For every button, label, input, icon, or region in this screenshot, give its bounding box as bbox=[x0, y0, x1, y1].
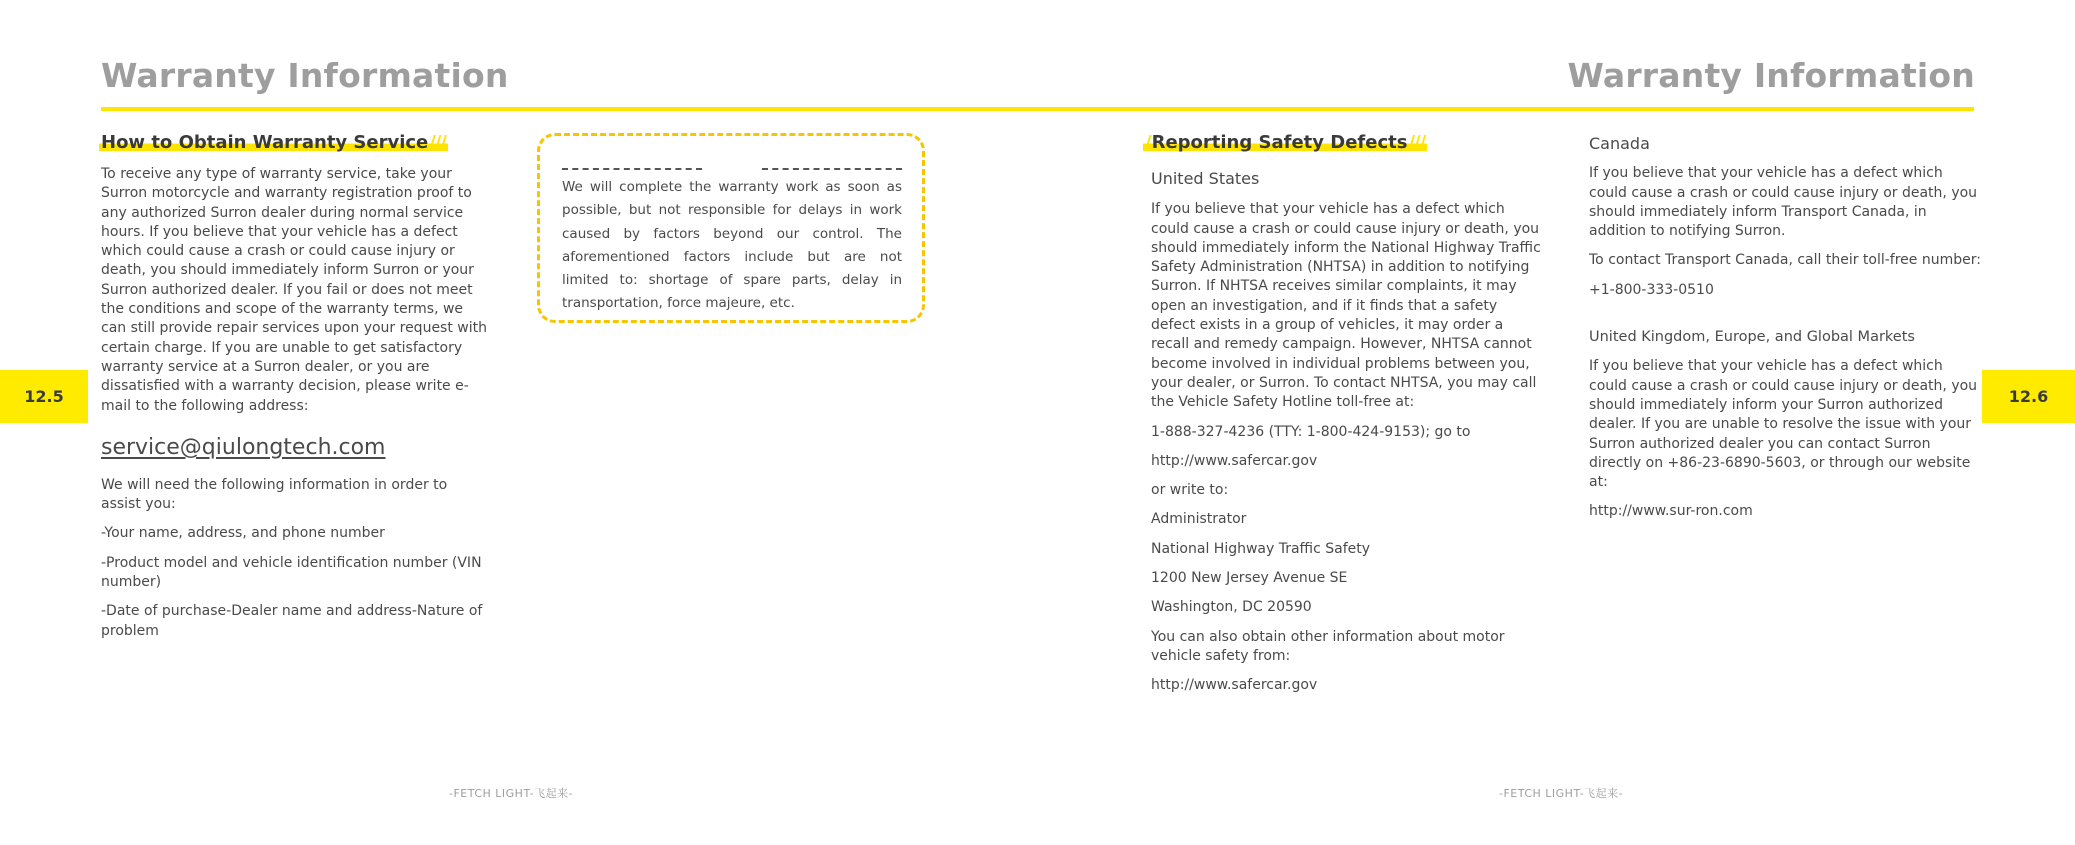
address-line: National Highway Traffic Safety bbox=[1151, 540, 1371, 557]
footer-left: -FETCH LIGHT-飞起来- bbox=[449, 787, 574, 800]
info-item-purchase: -Date of purchase-Dealer name and address-Nature of problem bbox=[101, 603, 483, 639]
global-heading: United Kingdom, Europe, and Global Markets bbox=[1589, 329, 1915, 346]
section-heading-label: How to Obtain Warranty Service bbox=[101, 132, 429, 153]
canada-phone: +1-800-333-0510 bbox=[1589, 281, 1714, 298]
section-heading-warranty-service bbox=[99, 132, 448, 153]
or-write-label: or write to: bbox=[1151, 482, 1229, 499]
nhtsa-phone: 1-888-327-4236 (TTY: 1-800-424-9153); go to bbox=[1151, 423, 1471, 440]
address-line: Administrator bbox=[1151, 511, 1247, 528]
title-divider bbox=[101, 107, 1974, 111]
safercar-link-2[interactable]: http://www.safercar.gov bbox=[1151, 677, 1318, 694]
dashed-rule-right bbox=[762, 168, 902, 170]
us-body: If you believe that your vehicle has a defect which could cause a crash or could cause injury or death, you should immediately inform the National Highway Traffic Safety Administration (NHTSA) in addition to notifying Surron. If NHTSA receives similar complaints, it may open an investigation, and if it finds that a safety defect exists in a group of vehicles, it may order a recall and remedy campaign. However, NHTSA cannot become involved in individual problems between you, your dealer, or Surron. To contact NHTSA, you may call the Vehicle Safety Hotline toll-free at: bbox=[1151, 201, 1541, 411]
global-body: If you believe that your vehicle has a defect which could cause a crash or could cause injury or death, you should immediately inform your Surron authorized dealer. If you are unable to resolve the issue with your Surron authorized dealer you can contact Surron directly on +86-23-6890-5603, or through our website at: bbox=[1589, 358, 1978, 491]
notice-box bbox=[537, 133, 925, 323]
surron-website-link[interactable]: http://www.sur-ron.com bbox=[1589, 503, 1753, 520]
page-number-left: 12.5 bbox=[24, 387, 64, 406]
footer-right: -FETCH LIGHT-飞起来- bbox=[1499, 787, 1624, 800]
page-number-tab-right bbox=[1982, 370, 2075, 423]
notice-text: We will complete the warranty work as soon as possible, but not responsible for delays in work caused by factors beyond our control. The aforementioned factors include but are not limited to: shortage of spare parts, delay in transportation, force majeure, etc. bbox=[562, 179, 902, 312]
slash-decoration: /// bbox=[1408, 132, 1426, 153]
page-title-right: Warranty Information bbox=[1567, 56, 1975, 95]
service-email-link[interactable]: service@qiulongtech.com bbox=[101, 434, 386, 460]
address-line: 1200 New Jersey Avenue SE bbox=[1151, 570, 1348, 587]
dashed-rule-left bbox=[562, 168, 702, 170]
slash-decoration-lead: / bbox=[1145, 132, 1152, 153]
canada-heading: Canada bbox=[1589, 134, 1650, 153]
warranty-intro: To receive any type of warranty service, take your Surron motorcycle and warranty registration proof to any authorized Surron dealer during normal service hours. If you believe that your vehicle has a defect which could cause a crash or could cause injury or death, you should immediately inform Surron or your Surron authorized dealer. If you fail or does not meet the conditions and scope of the warranty terms, we can still provide repair services upon your request with certain charge. If you are unable to get satisfactory warranty service at a Surron dealer, or you are dissatisfied with a warranty decision, please write e-mail to the following address: bbox=[101, 166, 487, 414]
us-column bbox=[1151, 169, 1541, 706]
page-title-left: Warranty Information bbox=[101, 56, 509, 95]
info-intro: We will need the following information in order to assist you: bbox=[101, 476, 448, 513]
slash-decoration: /// bbox=[429, 132, 446, 153]
more-info-text: You can also obtain other information about motor vehicle safety from: bbox=[1151, 628, 1505, 664]
info-item-contact: -Your name, address, and phone number bbox=[101, 525, 385, 542]
canada-body: If you believe that your vehicle has a defect which could cause a crash or could cause injury or death, you should immediately inform Transport Canada, in addition to notifying Surron. bbox=[1589, 165, 1978, 240]
section-heading-label: Reporting Safety Defects bbox=[1151, 132, 1408, 153]
safercar-link[interactable]: http://www.safercar.gov bbox=[1151, 452, 1318, 469]
info-item-vin: -Product model and vehicle identification number (VIN number) bbox=[101, 554, 482, 591]
page-number-right: 12.6 bbox=[2008, 387, 2049, 406]
canada-contact: To contact Transport Canada, call their toll-free number: bbox=[1589, 252, 1981, 269]
page-number-tab-left bbox=[0, 370, 88, 423]
us-heading: United States bbox=[1151, 169, 1260, 188]
address-line: Washington, DC 20590 bbox=[1151, 599, 1312, 616]
canada-global-column bbox=[1589, 134, 1984, 532]
section-heading-safety-defects bbox=[1143, 132, 1427, 153]
warranty-service-column bbox=[101, 165, 489, 651]
